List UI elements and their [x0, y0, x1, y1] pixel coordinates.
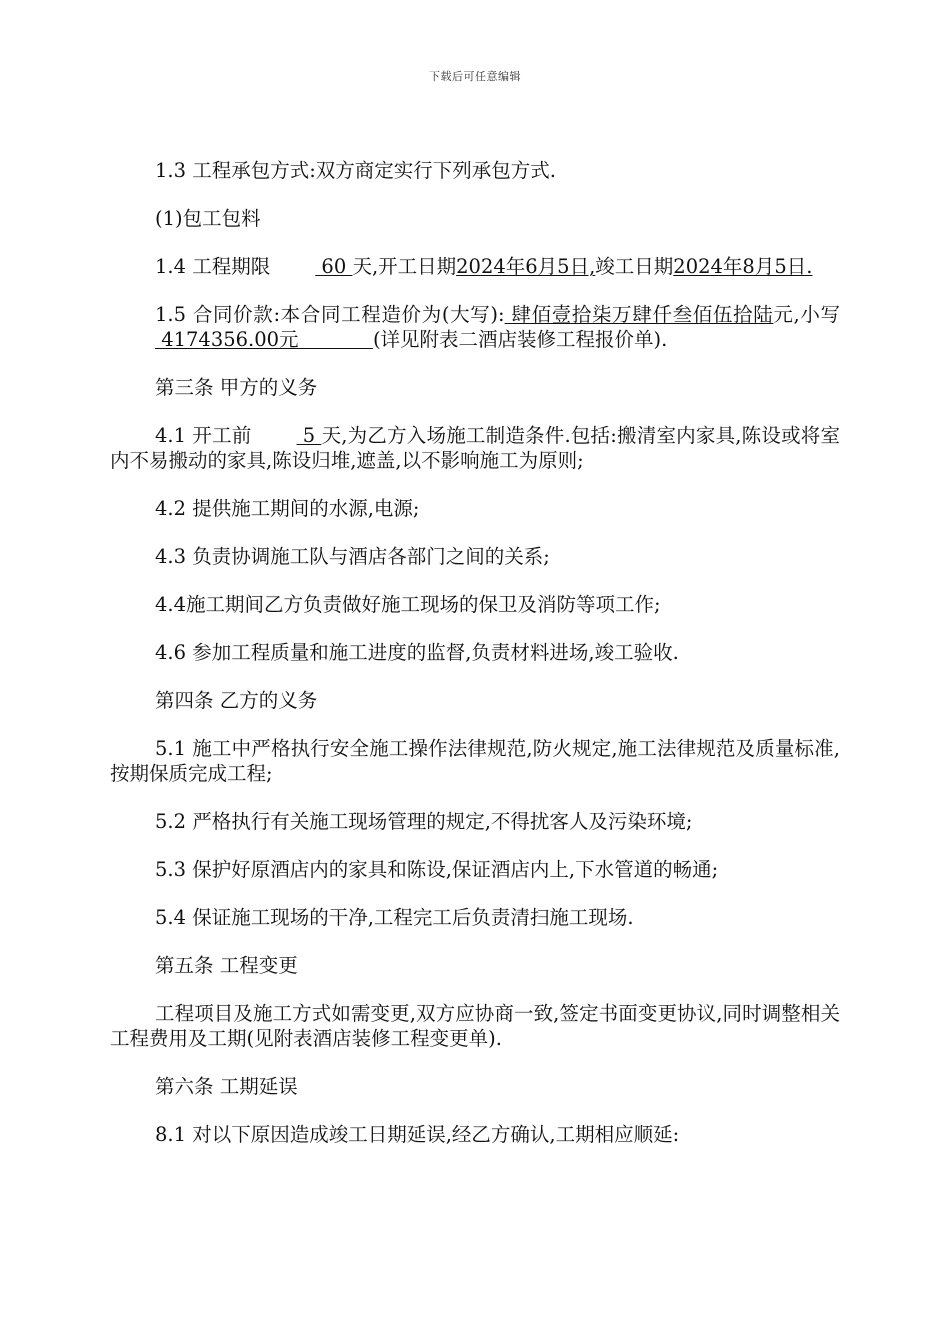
- article-5-body: 工程项目及施工方式如需变更,双方应协商一致,签定书面变更协议,同时调整相关工程费用及工期(见附表酒店装修工程变更单).: [110, 1002, 840, 1050]
- article-5-heading: 第五条 工程变更: [155, 954, 298, 977]
- clause-4-4: 4.4施工期间乙方负责做好施工现场的保卫及消防等项工作;: [155, 593, 661, 616]
- end-date-field: 2024年8月5日.: [673, 255, 813, 278]
- clause-1-3: 1.3 工程承包方式:双方商定实行下列承包方式.: [155, 159, 556, 182]
- clause-1-4-text-c: 竣工日期: [595, 255, 674, 278]
- clause-1-4-text-a: 1.4 工程期限: [155, 255, 271, 278]
- clause-1-4: [110, 254, 840, 279]
- article-4-heading: 第四条 乙方的义务: [155, 689, 318, 712]
- document-body: [110, 158, 840, 1147]
- clause-1-3-item-1: (1)包工包料: [155, 207, 261, 230]
- amount-lower-field: 4174356.00元: [155, 328, 373, 351]
- clause-4-2: 4.2 提供施工期间的水源,电源;: [155, 497, 420, 520]
- clause-4-6: 4.6 参加工程质量和施工进度的监督,负责材料进场,竣工验收.: [155, 641, 679, 664]
- clause-5-1: 5.1 施工中严格执行安全施工操作法律规范,防火规定,施工法律规范及质量标准,按期保质完成工程;: [110, 737, 840, 785]
- start-date-field: 2024年6月5日,: [456, 255, 596, 278]
- clause-8-1: 8.1 对以下原因造成竣工日期延误,经乙方确认,工期相应顺延:: [155, 1123, 680, 1146]
- article-3-heading: 第三条 甲方的义务: [155, 376, 318, 399]
- clause-1-4-text-b: 天,开工日期: [352, 255, 457, 278]
- clause-4-1: [110, 423, 840, 473]
- clause-5-4: 5.4 保证施工现场的干净,工程完工后负责清扫施工现场.: [155, 906, 634, 929]
- clause-4-1-text-a: 4.1 开工前: [155, 424, 252, 447]
- clause-1-5-text-c: (详见附表二酒店装修工程报价单).: [372, 328, 668, 351]
- clause-5-3: 5.3 保护好原酒店内的家具和陈设,保证酒店内上,下水管道的畅通;: [155, 858, 719, 881]
- clause-5-2: 5.2 严格执行有关施工现场管理的规定,不得扰客人及污染环境;: [155, 810, 693, 833]
- article-6-heading: 第六条 工期延误: [155, 1075, 298, 1098]
- prep-days-field: 5: [296, 424, 322, 447]
- duration-days-field: 60: [315, 255, 353, 278]
- clause-4-1-text-b: 天,为乙方入场施工制造条件.包括:搬清室内家具,陈设或将室内不易搬动的家具,陈设归堆,遮盖,以不影响施工为原则;: [110, 424, 840, 472]
- clause-4-3: 4.3 负责协调施工队与酒店各部门之间的关系;: [155, 545, 550, 568]
- amount-upper-field: 肆佰壹拾柒万肆仟叁佰伍拾陆: [504, 303, 774, 326]
- clause-1-5-text-a: 1.5 合同价款:本合同工程造价为(大写):: [155, 303, 505, 326]
- clause-1-5: [110, 302, 840, 352]
- header-note: 下载后可任意编辑: [429, 70, 521, 83]
- clause-1-5-text-b: 元,小写: [773, 303, 840, 326]
